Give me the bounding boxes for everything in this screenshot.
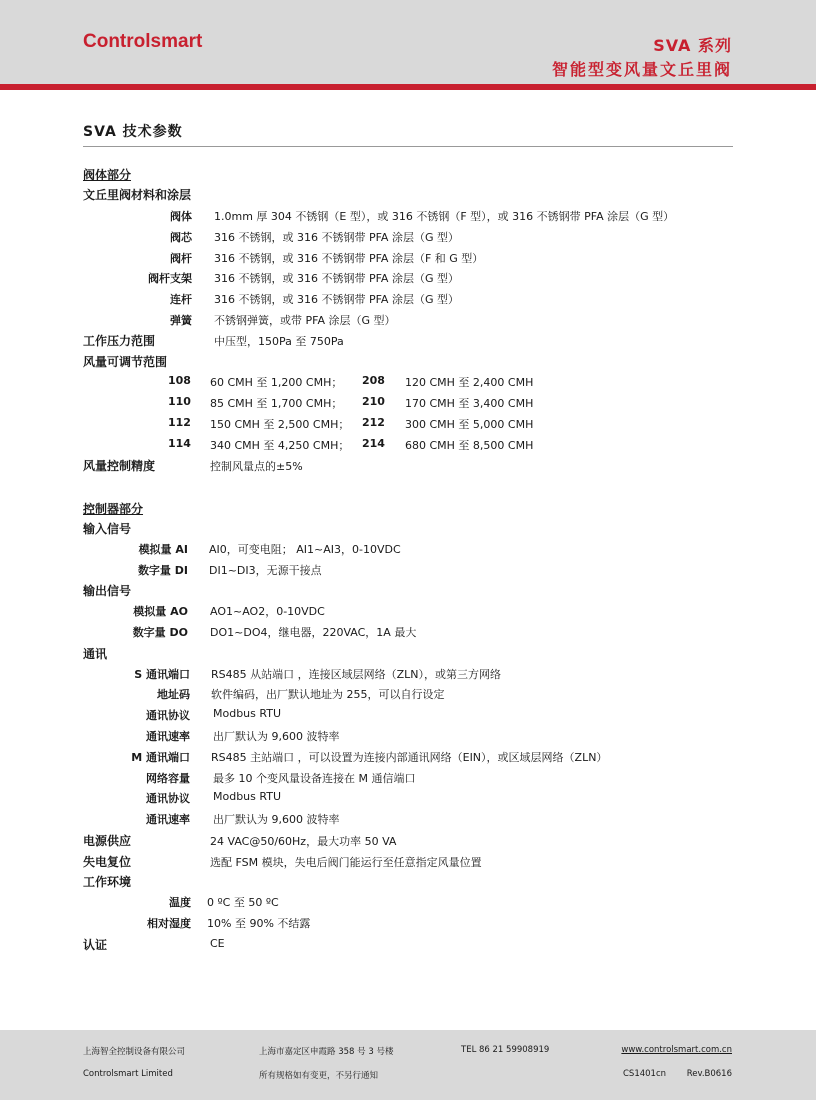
comm-label: 通讯协议 <box>146 709 190 722</box>
product-title: 智能型变风量文丘里阀 <box>551 60 732 79</box>
footer-band <box>0 1030 816 1100</box>
footer-revision: Rev.B0616 <box>686 1069 732 1079</box>
comm-label: 地址码 <box>157 688 190 701</box>
comm-value: 最多 10 个变风量设备连接在 M 通信端口 <box>213 772 416 785</box>
range-model: 108 <box>168 374 191 387</box>
range-model: 214 <box>362 437 385 450</box>
input-heading: 输入信号 <box>83 522 132 536</box>
input-label: 数字量 DI <box>137 564 188 577</box>
reset-value: 选配 FSM 模块，失电后阀门能运行至任意指定风量位置 <box>210 856 482 869</box>
comm-value: 出厂默认为 9,600 波特率 <box>213 813 340 826</box>
env-label: 相对湿度 <box>147 917 191 930</box>
header-red-rule <box>0 84 816 90</box>
comm-value: RS485 从站端口 ，连接区域层网络（ZLN），或第三方网络 <box>211 668 502 681</box>
comm-value: Modbus RTU <box>213 790 281 803</box>
material-value: 316 不锈钢，或 316 不锈钢带 PFA 涂层（G 型） <box>214 293 459 306</box>
comm-value: 出厂默认为 9,600 波特率 <box>213 730 340 743</box>
comm-label: 通讯速率 <box>146 813 190 826</box>
footer-website-link[interactable]: www.controlsmart.com.cn <box>621 1045 732 1055</box>
materials-heading: 文丘里阀材料和涂层 <box>83 188 192 202</box>
series-title: SVA 系列 <box>653 36 732 55</box>
range-value: 150 CMH 至 2,500 CMH； <box>210 418 350 431</box>
footer-tel: TEL 86 21 59908919 <box>461 1045 550 1055</box>
material-value: 不锈钢弹簧，或带 PFA 涂层（G 型） <box>214 314 396 327</box>
env-value: 0 ºC 至 50 ºC <box>207 896 279 909</box>
title-divider <box>83 146 733 147</box>
brand-logo-text: Controlsmart <box>83 31 203 52</box>
comm-label: 通讯协议 <box>146 792 190 805</box>
power-value: 24 VAC@50/60Hz，最大功率 50 VA <box>210 835 397 848</box>
material-value: 1.0mm 厚 304 不锈钢（E 型），或 316 不锈钢（F 型），或 316 不锈钢带 PFA 涂层（G 型） <box>214 210 675 223</box>
range-value: 680 CMH 至 8,500 CMH <box>405 439 534 452</box>
range-model: 112 <box>168 416 191 429</box>
comm-value: Modbus RTU <box>213 707 281 720</box>
pressure-heading: 工作压力范围 <box>83 334 156 348</box>
material-label: 弹簧 <box>170 314 192 327</box>
input-label: 模拟量 AI <box>138 543 188 556</box>
footer-company-en: Controlsmart Limited <box>83 1069 173 1079</box>
range-value: 340 CMH 至 4,250 CMH； <box>210 439 350 452</box>
material-label: 阀杆 <box>170 252 192 265</box>
range-value: 120 CMH 至 2,400 CMH <box>405 376 534 389</box>
material-value: 316 不锈钢，或 316 不锈钢带 PFA 涂层（G 型） <box>214 231 459 244</box>
controller-heading: 控制器部分 <box>83 502 144 516</box>
material-value: 316 不锈钢，或 316 不锈钢带 PFA 涂层（F 和 G 型） <box>214 252 484 265</box>
footer-company-cn: 上海智全控制设备有限公司 <box>83 1047 186 1057</box>
range-value: 60 CMH 至 1,200 CMH； <box>210 376 343 389</box>
env-value: 10% 至 90% 不结露 <box>207 917 311 930</box>
material-value: 316 不锈钢，或 316 不锈钢带 PFA 涂层（G 型） <box>214 272 459 285</box>
env-label: 温度 <box>169 896 191 909</box>
comm-value: 软件编码，出厂默认地址为 255，可以自行设定 <box>211 688 445 701</box>
output-label: 数字量 DO <box>132 626 188 639</box>
footer-doc-code: CS1401cn <box>623 1069 667 1079</box>
comm-value: RS485 主站端口 ，可以设置为连接内部通讯网络（EIN），或区域层网络（ZLN） <box>211 751 608 764</box>
footer-notice: 所有规格如有变更，不另行通知 <box>259 1071 379 1081</box>
power-heading: 电源供应 <box>83 834 132 848</box>
output-label: 模拟量 AO <box>133 605 188 618</box>
comm-label: 网络容量 <box>146 772 190 785</box>
accuracy-heading: 风量控制精度 <box>83 459 156 473</box>
input-value: DI1~DI3，无源干接点 <box>209 564 322 577</box>
section-title: SVA 技术参数 <box>83 124 183 140</box>
output-heading: 输出信号 <box>83 584 132 598</box>
comm-label: M 通讯端口 <box>131 751 190 764</box>
footer-address: 上海市嘉定区申霞路 358 号 3 号楼 <box>259 1047 394 1057</box>
accuracy-value: 控制风量点的±5% <box>210 460 303 473</box>
range-model: 212 <box>362 416 385 429</box>
output-value: DO1~DO4，继电器，220VAC，1A 最大 <box>210 626 417 639</box>
material-label: 阀芯 <box>170 231 192 244</box>
range-heading: 风量可调节范围 <box>83 355 168 369</box>
output-value: AO1~AO2，0-10VDC <box>210 605 325 618</box>
input-value: AI0，可变电阻； AI1~AI3，0-10VDC <box>209 543 401 556</box>
range-value: 170 CMH 至 3,400 CMH <box>405 397 534 410</box>
range-model: 208 <box>362 374 385 387</box>
range-value: 85 CMH 至 1,700 CMH； <box>210 397 343 410</box>
material-label: 连杆 <box>170 293 192 306</box>
material-label: 阀体 <box>170 210 192 223</box>
range-value: 300 CMH 至 5,000 CMH <box>405 418 534 431</box>
cert-value: CE <box>210 937 225 950</box>
reset-heading: 失电复位 <box>83 855 132 869</box>
valve-heading: 阀体部分 <box>83 168 132 182</box>
range-model: 210 <box>362 395 385 408</box>
comm-label: S 通讯端口 <box>134 668 190 681</box>
pressure-value: 中压型，150Pa 至 750Pa <box>214 335 344 348</box>
material-label: 阀杆支架 <box>148 272 192 285</box>
comm-heading: 通讯 <box>83 647 108 661</box>
env-heading: 工作环境 <box>83 875 132 889</box>
range-model: 114 <box>168 437 191 450</box>
cert-heading: 认证 <box>83 938 108 952</box>
range-model: 110 <box>168 395 191 408</box>
comm-label: 通讯速率 <box>146 730 190 743</box>
